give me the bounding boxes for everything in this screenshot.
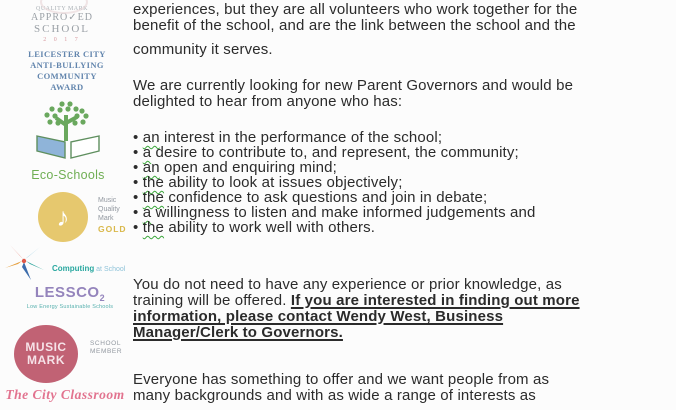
music-mark-logo [14,325,134,385]
list-item-text: willingness to listen and make informed judgements and [151,204,536,221]
award-logos-sidebar [0,0,134,410]
lessco2-text: LESSCO [34,284,100,301]
music-quality-text [98,196,127,234]
music-quality-line3: Mark [98,215,114,222]
paragraph-everyone-line2: many backgrounds and with as wide a range of interests as [133,387,536,404]
quality-mark-year: 2 0 1 7 [43,37,81,43]
music-mark-member-text [90,340,122,356]
music-mark-member-line2: MEMBER [90,348,123,355]
paragraph-community-line: community it serves. [133,41,273,58]
list-item [133,175,536,190]
anti-bullying-line3: COMMUNITY [37,71,97,81]
lessco2-tagline: Low Energy Sustainable Schools [26,304,114,310]
lessco2-wordmark [20,284,120,303]
list-item [133,190,536,205]
paragraph-governors-line2: delighted to hear from anyone who has: [133,93,403,110]
eco-schools-tree-book-icon [20,99,116,161]
music-mark-circle-icon [14,325,78,383]
eco-schools-label: Eco-Schools [31,168,105,182]
computing-star-icon [4,243,46,281]
music-quality-gold-label: GOLD [98,224,127,234]
at-school-label: at School [94,266,126,273]
computing-at-school-text [52,258,125,276]
music-quality-line2: Quality [98,206,120,213]
grammar-flagged-word: the [142,189,165,206]
quality-mark-line3: SCHOOL [33,23,90,35]
music-quality-line1: Music [98,197,117,204]
lessco2-subscript: 2 [99,293,106,303]
paragraph-training-contact [133,277,580,341]
contact-emphasis-line3: Manager/Clerk to Governors. [133,324,343,341]
paragraph-governors-line1: We are currently looking for new Parent Governors and would be [133,77,574,94]
quality-mark-line1: QUALITY MARK [36,6,88,12]
grammar-flagged-word: an [142,159,160,176]
list-item [133,160,536,175]
paragraph-training-line1: You do not need to have any experience or prior knowledge, as [133,276,562,293]
list-item [133,130,536,145]
eco-schools-logo [18,99,118,182]
computing-label: Computing [52,264,95,273]
paragraph-everyone-offer [133,372,549,404]
paragraph-looking-for-governors [133,78,573,110]
contact-emphasis-text: If you are interested in finding out more [290,292,580,309]
list-item [133,205,536,220]
anti-bullying-line4: AWARD [50,82,84,92]
list-item [133,145,536,160]
grammar-flagged-word: an [142,129,160,146]
music-note-icon: ♪ [56,202,70,232]
grammar-flagged-word: a [142,144,152,161]
list-item-text: ability to look at issues objectively; [164,174,403,191]
list-item-text: interest in the performance of the school; [159,129,443,146]
music-mark-line1: MUSIC [25,340,67,354]
grammar-flagged-word: the [142,174,165,191]
list-item-text: open and enquiring mind; [159,159,337,176]
music-quality-gold-circle-icon [38,192,88,242]
list-item-text: desire to contribute to, and represent, the community; [151,144,519,161]
music-mark-member-line1: SCHOOL [90,340,122,347]
quality-mark-logo [12,6,112,43]
paragraph-volunteers-line1: experiences, but they are all volunteers who work together for the [133,1,578,18]
city-classroom-logo: The City Classroom [5,387,125,402]
anti-bullying-line2: ANTI-BULLYING [30,60,104,70]
training-offered-text: training will be offered. [133,292,291,309]
paragraph-everyone-line1: Everyone has something to offer and we want people from as [133,371,550,388]
anti-bullying-award-logo [0,49,134,93]
list-item-text: confidence to ask questions and join in debate; [164,189,488,206]
lessco2-logo [20,284,120,310]
paragraph-volunteers-line2: benefit of the school, and are the link between the school and the [133,17,576,34]
computing-at-school-logo [4,243,134,286]
list-item-text: ability to work well with others. [164,219,376,236]
music-mark-line2: MARK [27,353,65,367]
grammar-flagged-word: the [142,219,165,236]
governor-qualities-list [133,130,536,235]
paragraph-training-line2 [133,293,580,309]
anti-bullying-line1: LEICESTER CITY [28,49,106,59]
contact-emphasis-line2: information, please contact Wendy West, Business [133,308,504,325]
list-item [133,220,536,235]
paragraph-volunteers [133,2,577,34]
quality-mark-line2: APPRO✓ED [31,12,93,23]
grammar-flagged-word: a [142,204,152,221]
